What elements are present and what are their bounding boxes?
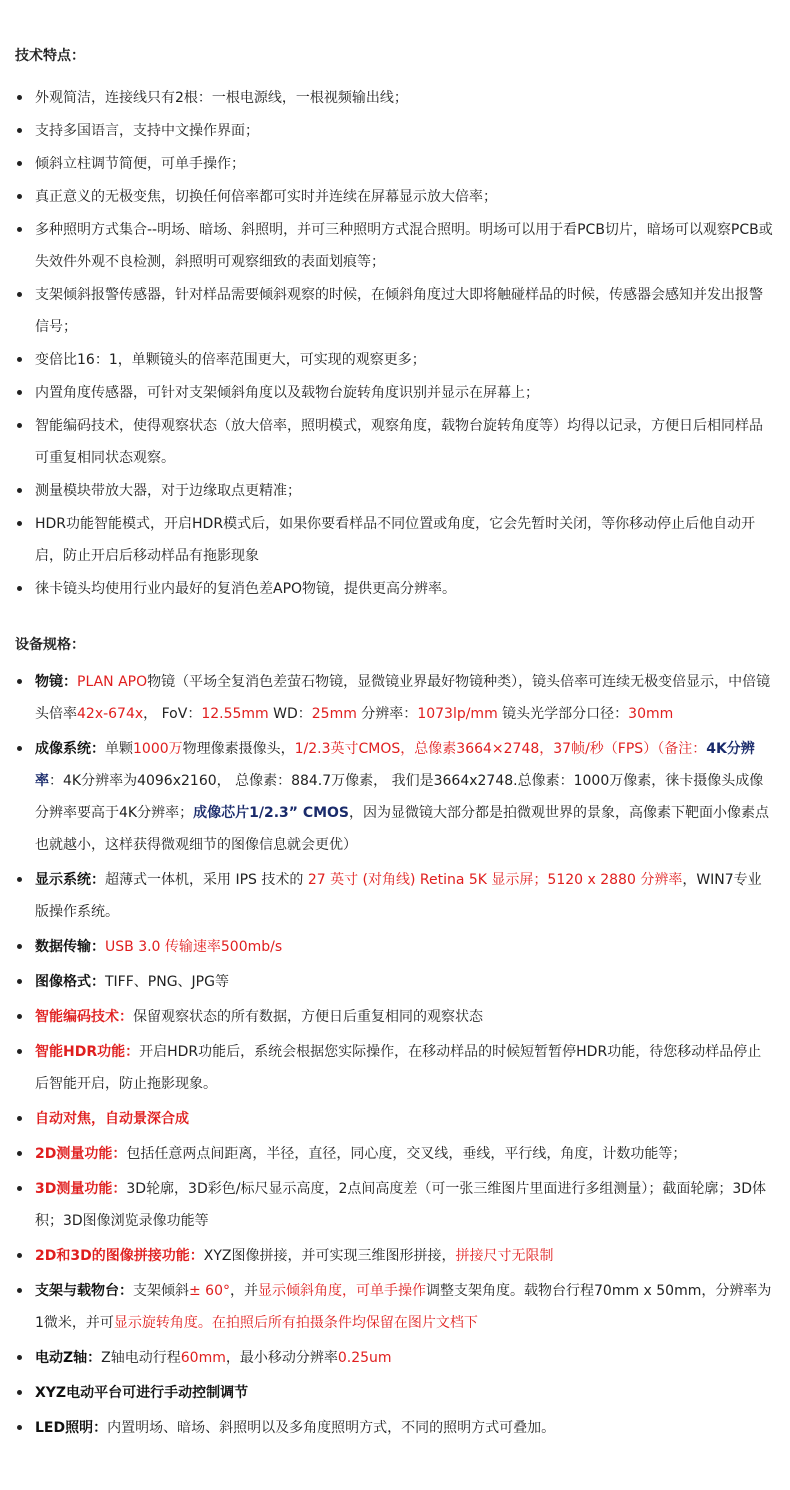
spec-text: 3D轮廓，3D彩色/标尺显示高度，2点间高度差（可一张三维图片里面进行多组测量）；截面轮廓；3D体积；3D图像浏览录像功能等	[35, 1181, 767, 1229]
spec-label: 2D测量功能：	[35, 1146, 127, 1162]
list-item: 外观简洁，连接线只有2根：一根电源线，一根视频输出线；	[15, 82, 774, 114]
spec-text: 内置明场、暗场、斜照明以及多角度照明方式，不同的照明方式可叠加。	[107, 1420, 556, 1436]
spec-highlight: 12.55mm	[201, 706, 269, 722]
spec-label: 图像格式：	[35, 974, 105, 990]
spec-label: 显示系统：	[35, 872, 105, 888]
spec-objective	[15, 666, 774, 730]
spec-text: ，WIN7专业版操作系统。	[35, 872, 762, 920]
spec-text: TIFF、PNG、JPG等	[105, 974, 229, 990]
spec-text: Z轴电动行程	[101, 1350, 181, 1366]
spec-encoding	[15, 1001, 774, 1033]
spec-emphasis: 4K分辨率	[35, 741, 755, 789]
spec-led	[15, 1412, 774, 1444]
spec-highlight: 1000万	[133, 741, 183, 757]
spec-text: 保留观察状态的所有数据，方便日后重复相同的观察状态	[133, 1009, 483, 1025]
list-item: 倾斜立柱调节简便，可单手操作；	[15, 148, 774, 180]
spec-highlight: 25mm	[311, 706, 357, 722]
spec-highlight: 42x-674x	[77, 706, 144, 722]
spec-label: 物镜：	[35, 674, 77, 690]
spec-text: 单颗	[105, 741, 133, 757]
spec-highlight: 显示旋转角度。在拍照后所有拍摄条件均保留在图片文档下	[113, 1315, 478, 1331]
spec-label: XYZ电动平台可进行手动控制调节	[35, 1385, 249, 1401]
list-item: 支架倾斜报警传感器，针对样品需要倾斜观察的时候，在倾斜角度过大即将触碰样品的时候，传感器会感知并发出报警信号；	[15, 279, 774, 343]
spec-highlight: 0.25um	[337, 1350, 392, 1366]
spec-text: ：4K分辨率为4096x2160， 总像素：884.7万像素， 我们是3664x2748.总像素：1000万像素，徕卡摄像头成像分辨率要高于4K分辨率；	[35, 773, 764, 821]
spec-highlight: 1073lp/mm	[417, 706, 498, 722]
spec-xyz-stage	[15, 1377, 774, 1409]
spec-highlight: 60mm	[180, 1350, 226, 1366]
list-item: 测量模块带放大器，对于边缘取点更精准；	[15, 475, 774, 507]
spec-label: 智能编码技术：	[35, 1009, 133, 1025]
spec-label: 自动对焦，自动景深合成	[35, 1111, 189, 1127]
spec-highlight: 显示倾斜角度，可单手操作	[258, 1283, 426, 1299]
spec-highlight: PLAN APO	[77, 674, 148, 690]
spec-label: 电动Z轴：	[35, 1350, 102, 1366]
features-heading: 技术特点：	[15, 48, 85, 64]
spec-emphasis: 成像芯片1/2.3” CMOS	[193, 805, 350, 821]
features-list	[15, 82, 774, 605]
spec-text: 支架倾斜	[133, 1283, 189, 1299]
spec-stitch	[15, 1240, 774, 1272]
spec-text: ，因为显微镜大部分都是拍微观世界的景象，高像素下靶面小像素点也就越小，这样获得微观细节的图像信息就会更优）	[35, 805, 770, 853]
spec-text: WD：	[268, 706, 312, 722]
list-item: 多种照明方式集合--明场、暗场、斜照明，并可三种照明方式混合照明。明场可以用于看PCB切片，暗场可以观察PCB或失效件外观不良检测，斜照明可观察细致的表面划痕等；	[15, 214, 774, 278]
spec-z-axis	[15, 1342, 774, 1374]
spec-label: 支架与载物台：	[35, 1283, 133, 1299]
spec-label: 2D和3D的图像拼接功能：	[35, 1248, 204, 1264]
list-item: 徕卡镜头均使用行业内最好的复消色差APO物镜，提供更高分辨率。	[15, 573, 774, 605]
spec-transfer	[15, 931, 774, 963]
spec-highlight: 拼接尺寸无限制	[455, 1248, 554, 1264]
spec-text: 开启HDR功能后，系统会根据您实际操作，在移动样品的时候短暂暂停HDR功能，待您移动样品停止后智能开启，防止拖影现象。	[35, 1044, 762, 1092]
spec-autofocus	[15, 1103, 774, 1135]
spec-text: 超薄式一体机，采用 IPS 技术的	[105, 872, 308, 888]
spec-text: ，最小移动分辨率	[225, 1350, 338, 1366]
spec-highlight: 30mm	[628, 706, 674, 722]
spec-text: 包括任意两点间距离，半径，直径，同心度，交叉线，垂线，平行线，角度，计数功能等；	[126, 1146, 687, 1162]
list-item: 智能编码技术，使得观察状态（放大倍率，照明模式，观察角度，载物台旋转角度等）均得以记录，方便日后相同样品可重复相同状态观察。	[15, 410, 774, 474]
spec-highlight: 27 英寸 (对角线) Retina 5K 显示屏；5120 x 2880 分辨率	[307, 872, 683, 888]
spec-label: 成像系统：	[35, 741, 105, 757]
spec-3d-measure	[15, 1173, 774, 1237]
spec-text: ， FoV：	[143, 706, 202, 722]
spec-stand	[15, 1275, 774, 1339]
spec-label: 3D测量功能：	[35, 1181, 127, 1197]
spec-highlight: USB 3.0 传输速率500mb/s	[105, 939, 283, 955]
spec-text: 物镜（平场全复消色差萤石物镜，显微镜业界最好物镜种类），镜头倍率可连续无极变倍显示，中倍镜头倍率	[35, 674, 771, 722]
spec-text: 分辨率：	[356, 706, 418, 722]
spec-display	[15, 864, 774, 928]
list-item: 支持多国语言，支持中文操作界面；	[15, 115, 774, 147]
spec-2d-measure	[15, 1138, 774, 1170]
specs-list	[15, 666, 774, 1444]
list-item: 内置角度传感器，可针对支架倾斜角度以及载物台旋转角度识别并显示在屏幕上；	[15, 377, 774, 409]
spec-label: 智能HDR功能：	[35, 1044, 140, 1060]
spec-hdr	[15, 1036, 774, 1100]
specs-heading: 设备规格：	[15, 637, 85, 653]
list-item: HDR功能智能模式，开启HDR模式后，如果你要看样品不同位置或角度，它会先暂时关闭，等你移动停止后他自动开启，防止开启后移动样品有拖影现象	[15, 508, 774, 572]
spec-highlight: ± 60°	[189, 1283, 230, 1299]
spec-format	[15, 966, 774, 998]
spec-imaging	[15, 733, 774, 861]
spec-text: XYZ图像拼接，并可实现三维图形拼接，	[203, 1248, 456, 1264]
spec-text: 镜头光学部分口径：	[497, 706, 629, 722]
spec-highlight: 1/2.3英寸CMOS，总像素3664×2748，37帧/秒（FPS）（备注：	[294, 741, 707, 757]
spec-text: ，并	[230, 1283, 258, 1299]
list-item: 真正意义的无极变焦，切换任何倍率都可实时并连续在屏幕显示放大倍率；	[15, 181, 774, 213]
spec-label: 数据传输：	[35, 939, 105, 955]
spec-text: 物理像素摄像头，	[182, 741, 295, 757]
spec-label: LED照明：	[35, 1420, 108, 1436]
spec-text: 调整支架角度。载物台行程70mm x 50mm，分辨率为1微米，并可	[35, 1283, 772, 1331]
list-item: 变倍比16：1，单颗镜头的倍率范围更大，可实现的观察更多；	[15, 344, 774, 376]
